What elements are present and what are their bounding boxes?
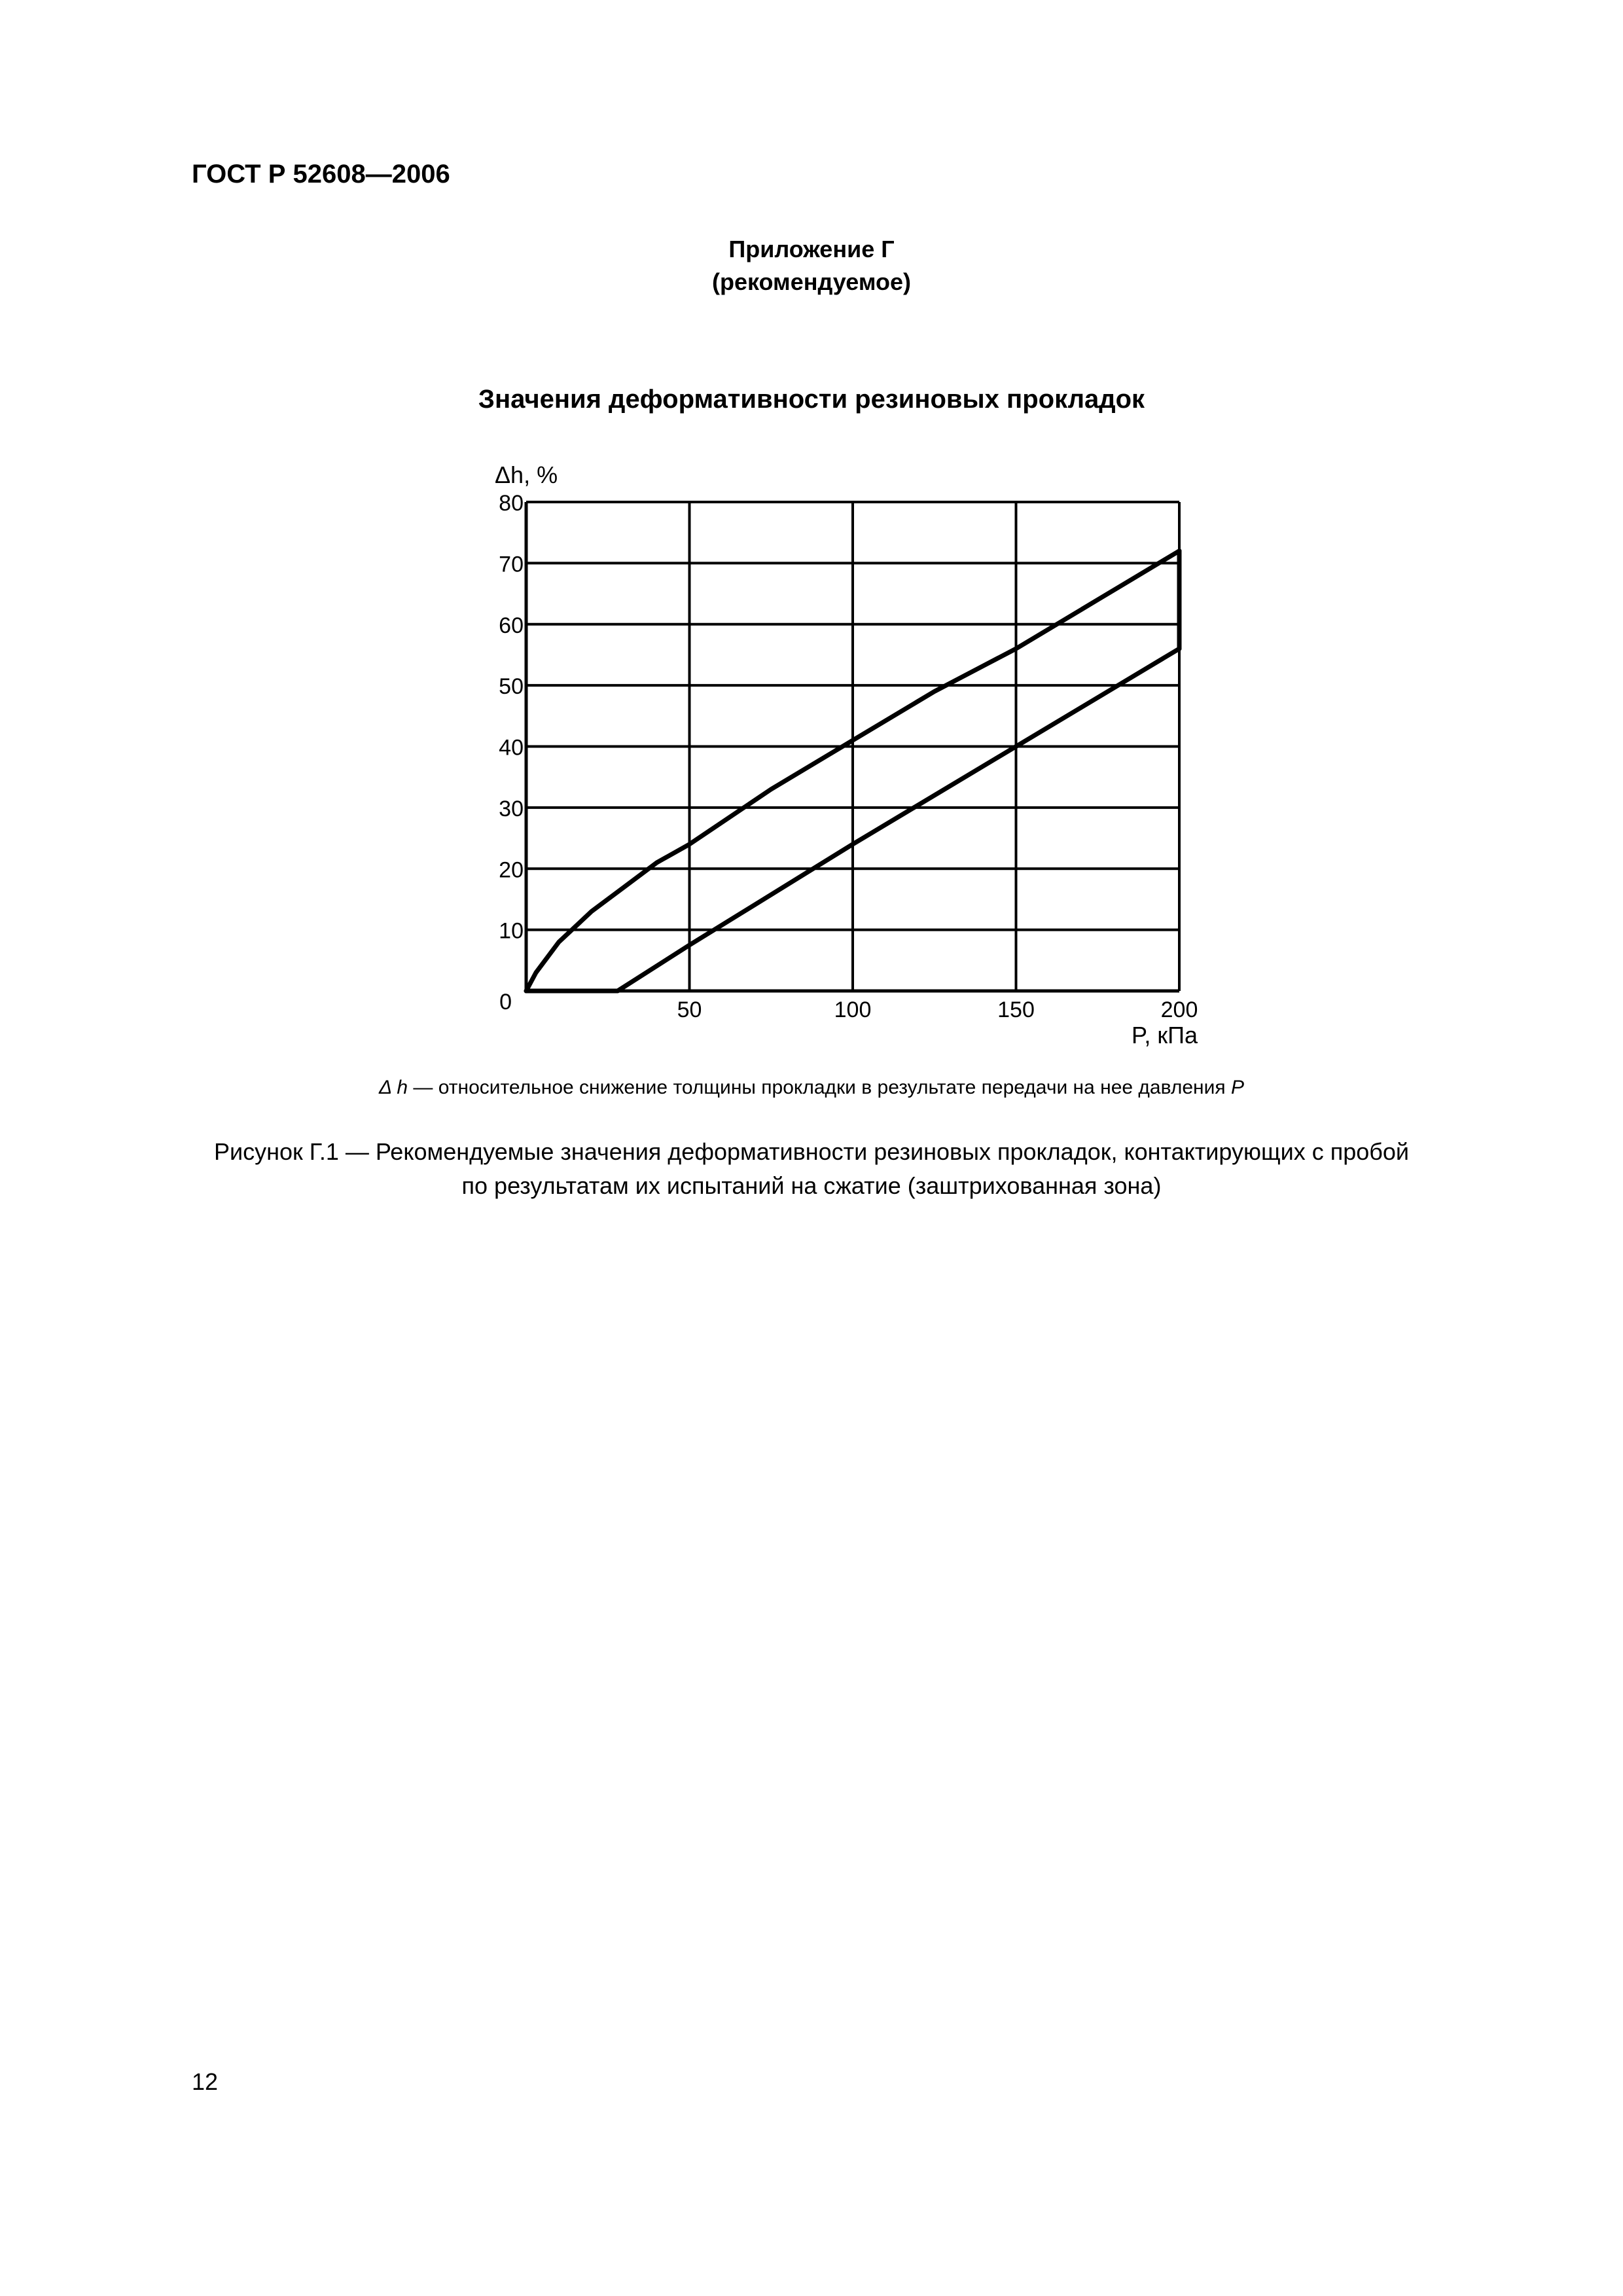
legend-variable: P xyxy=(1230,1077,1244,1098)
y-tick-label: 30 xyxy=(499,796,524,821)
deformation-chart xyxy=(458,452,1243,1054)
y-tick-label: 80 xyxy=(499,491,524,516)
appendix-label: Приложение Г xyxy=(728,236,895,262)
y-tick-label: 60 xyxy=(499,613,524,638)
page-number: 12 xyxy=(192,2068,219,2095)
figure-caption xyxy=(0,1135,1623,1203)
chart-ticks xyxy=(499,491,1198,1022)
caption-line-2: по результатам их испытаний на сжатие (заштрихованная зона) xyxy=(461,1172,1162,1199)
y-tick-label: 20 xyxy=(499,857,524,883)
x-tick-label: 100 xyxy=(834,997,872,1022)
y-tick-label: 0 xyxy=(499,990,512,1014)
x-tick-label: 50 xyxy=(677,997,702,1022)
y-tick-label: 50 xyxy=(499,674,524,700)
x-tick-label: 200 xyxy=(1160,997,1198,1022)
legend-note xyxy=(0,1077,1623,1099)
x-axis-label: P, кПа xyxy=(1131,1022,1198,1049)
chart-grid xyxy=(526,502,1179,991)
y-tick-label: 40 xyxy=(499,735,524,761)
legend-text: — относительное снижение толщины прокладки в результате передачи на нее давления xyxy=(408,1077,1231,1098)
document-code: ГОСТ Р 52608—2006 xyxy=(192,160,450,188)
appendix-heading xyxy=(0,233,1623,298)
y-axis-label: Δh, % xyxy=(495,461,558,488)
appendix-type: (рекомендуемое) xyxy=(712,268,911,295)
y-tick-label: 70 xyxy=(499,552,524,577)
x-tick-label: 150 xyxy=(997,997,1035,1022)
caption-line-1: Рисунок Г.1 — Рекомендуемые значения деформативности резиновых прокладок, контактирующих с пробой xyxy=(213,1138,1410,1165)
y-tick-label: 10 xyxy=(499,918,524,944)
legend-symbol: Δ h xyxy=(379,1077,408,1098)
figure-title: Значения деформативности резиновых прокладок xyxy=(478,385,1145,414)
